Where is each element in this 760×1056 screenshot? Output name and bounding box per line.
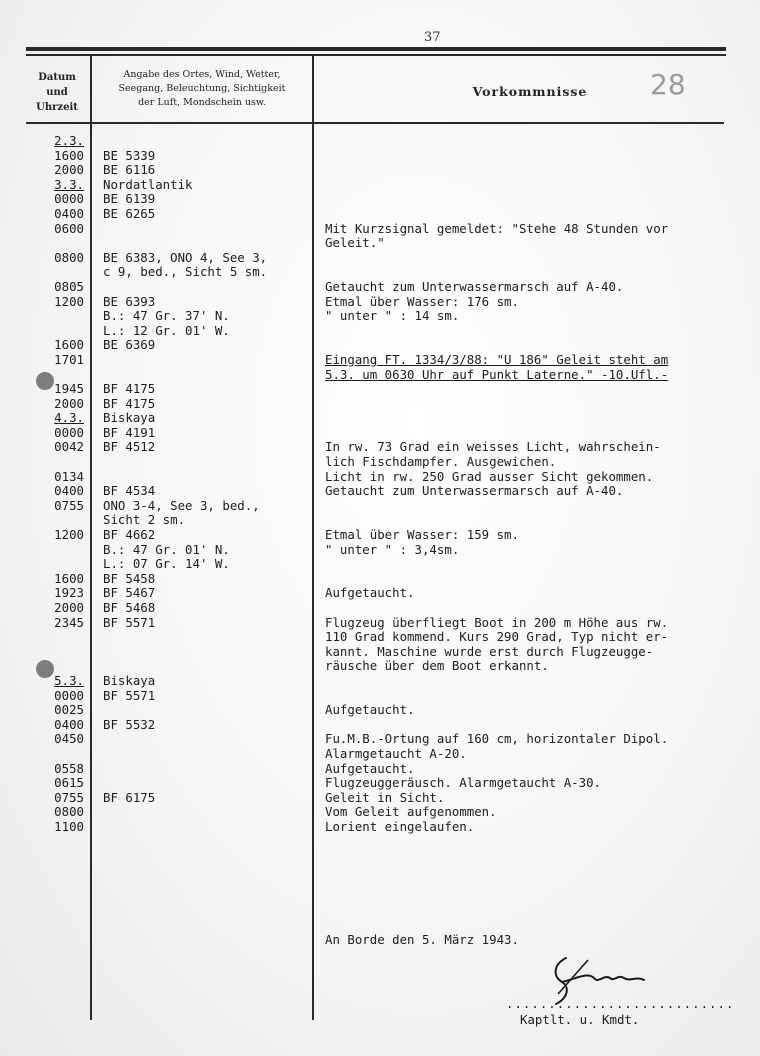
- log-row: [0, 295, 760, 339]
- entry-location: ONO 3-4, See 3, bed., Sicht 2 sm.: [103, 497, 260, 528]
- entry-location: BE 6369: [103, 337, 156, 353]
- entry-time: 1600: [54, 337, 84, 353]
- entry-time: 2000: [54, 600, 84, 616]
- entry-time: 0000: [54, 191, 84, 207]
- entry-event: Aufgetaucht.: [325, 760, 415, 776]
- header-location-line-3: der Luft, Mondschein usw.: [138, 97, 266, 108]
- log-row: [0, 572, 760, 587]
- entry-event: Fu.M.B.-Ortung auf 160 cm, horizontaler Dipol. Alarmgetaucht A-20.: [325, 731, 669, 761]
- log-row: [0, 426, 760, 441]
- header-location-line-1: Angabe des Ortes, Wind, Wetter,: [123, 69, 281, 80]
- entry-time: 4.3.: [54, 410, 84, 426]
- log-row: [0, 718, 760, 733]
- entry-event: Flugzeuggeräusch. Alarmgetaucht A-30.: [325, 775, 602, 791]
- entry-time: 2000: [54, 162, 84, 178]
- entry-location: BE 5339: [103, 147, 156, 163]
- entry-time: 0450: [54, 731, 84, 747]
- entry-time: 2345: [54, 614, 84, 630]
- log-row: [0, 207, 760, 222]
- closing-line: An Borde den 5. März 1943.: [325, 932, 519, 947]
- entry-time: 0615: [54, 775, 84, 791]
- log-row: [0, 280, 760, 295]
- log-row: [0, 732, 760, 761]
- entry-event: Eingang FT. 1334/3/88: "U 186" Geleit steht am 5.3. um 0630 Uhr auf Punkt Laterne." -10.Ufl.-: [325, 351, 669, 382]
- header-location-weather: [94, 68, 310, 110]
- entry-location: BF 4175: [103, 381, 156, 397]
- log-row: [0, 178, 760, 193]
- log-row: [0, 192, 760, 207]
- entry-time: 2.3.: [54, 133, 84, 148]
- log-row: [0, 222, 760, 251]
- log-row: [0, 776, 760, 791]
- entry-time: 0400: [54, 483, 84, 499]
- entry-location: BF 5571: [103, 687, 156, 703]
- header-date-time: [28, 70, 86, 115]
- entry-event: Licht in rw. 250 Grad ausser Sicht gekommen.: [325, 468, 654, 484]
- entry-time: 1100: [54, 818, 84, 834]
- entry-location: Nordatlantik: [103, 176, 193, 192]
- log-row: [0, 134, 760, 149]
- entry-time: 0600: [54, 220, 84, 236]
- entry-time: 0000: [54, 424, 84, 440]
- entry-time: 1600: [54, 570, 84, 586]
- entry-event: In rw. 73 Grad ein weisses Licht, wahrschein- lich Fischdampfer. Ausgewichen.: [325, 439, 661, 470]
- entry-event: Geleit in Sicht.: [325, 789, 445, 805]
- entry-time: 1701: [54, 351, 84, 367]
- entry-location: BF 4534: [103, 483, 156, 499]
- entry-time: 5.3.: [54, 673, 84, 689]
- top-double-rule: [26, 47, 726, 51]
- header-events: Vorkommnisse: [472, 84, 588, 99]
- log-row: [0, 411, 760, 426]
- entry-location: BF 5571: [103, 614, 156, 630]
- entry-time: 0134: [54, 468, 84, 484]
- entry-location: BF 4662 B.: 47 Gr. 01' N. L.: 07 Gr. 14' W.: [103, 527, 230, 572]
- entry-time: 0755: [54, 789, 84, 805]
- entry-location: BE 6116: [103, 162, 156, 178]
- entry-location: BF 6175: [103, 789, 156, 805]
- log-row: [0, 805, 760, 820]
- entry-time: 0000: [54, 687, 84, 703]
- entry-location: BF 4191: [103, 424, 156, 440]
- entry-location: BE 6383, ONO 4, See 3, c 9, bed., Sicht 5 sm.: [103, 249, 268, 280]
- entry-time: 1600: [54, 147, 84, 163]
- entry-location: BF 4512: [103, 439, 156, 455]
- log-row: [0, 470, 760, 485]
- header-date-line-1: Datum: [38, 72, 76, 83]
- header-date-line-3: Uhrzeit: [36, 102, 78, 113]
- log-row: [0, 586, 760, 601]
- log-row: [0, 762, 760, 777]
- entry-location: BF 5467: [103, 585, 156, 601]
- entry-location: BF 4175: [103, 395, 156, 411]
- log-row: [0, 499, 760, 528]
- entry-event: Aufgetaucht.: [325, 702, 415, 718]
- entry-time: 2000: [54, 395, 84, 411]
- log-row: [0, 484, 760, 499]
- entry-time: 0042: [54, 439, 84, 455]
- entry-time: 0400: [54, 205, 84, 221]
- entry-time: 0400: [54, 716, 84, 732]
- log-row: [0, 251, 760, 280]
- header-location-line-2: Seegang, Beleuchtung, Sichtigkeit: [118, 83, 286, 94]
- log-row: [0, 338, 760, 353]
- entry-event: Getaucht zum Unterwassermarsch auf A-40.: [325, 483, 624, 499]
- entry-location: BF 5458: [103, 570, 156, 586]
- entry-time: 0025: [54, 702, 84, 718]
- entry-event: Etmal über Wasser: 159 sm. " unter " : 3,4sm.: [325, 527, 519, 557]
- log-row: [0, 791, 760, 806]
- log-row: [0, 163, 760, 178]
- entry-time: 1200: [54, 527, 84, 543]
- entry-time: 1923: [54, 585, 84, 601]
- header-separator-rule: [26, 122, 724, 124]
- entry-time: 0800: [54, 804, 84, 820]
- entry-time: 3.3.: [54, 176, 84, 192]
- entry-event: Aufgetaucht.: [325, 585, 415, 601]
- entry-time: 0805: [54, 278, 84, 294]
- page-number: 37: [424, 30, 441, 45]
- entry-time: 0755: [54, 497, 84, 513]
- log-row: [0, 397, 760, 412]
- entry-time: 0800: [54, 249, 84, 265]
- entry-location: BF 5468: [103, 600, 156, 616]
- entry-location: BF 5532: [103, 716, 156, 732]
- entry-time: 1945: [54, 381, 84, 397]
- entry-event: Flugzeug überfliegt Boot in 200 m Höhe aus rw. 110 Grad kommend. Kurs 290 Grad, Typ nicht er- kannt. Maschine wurde erst durch Flugzeugge- räusche über dem Boot erkannt.: [325, 614, 669, 674]
- log-entries: [0, 134, 760, 835]
- log-row: [0, 440, 760, 469]
- signature-label: Kaptlt. u. Kmdt.: [520, 1012, 640, 1027]
- log-row: [0, 820, 760, 835]
- entry-location: Biskaya: [103, 673, 156, 689]
- entry-time: 1200: [54, 293, 84, 309]
- log-row: [0, 149, 760, 164]
- top-double-rule-thin: [26, 54, 726, 56]
- entry-event: Etmal über Wasser: 176 sm. " unter " : 14 sm.: [325, 293, 519, 324]
- entry-location: BE 6139: [103, 191, 156, 207]
- entry-event: Mit Kurzsignal gemeldet: "Stehe 48 Stunden vor Geleit.": [325, 220, 669, 251]
- entry-location: Biskaya: [103, 410, 156, 426]
- entry-event: Lorient eingelaufen.: [325, 818, 475, 834]
- log-row: [0, 382, 760, 397]
- entry-location: BE 6265: [103, 205, 156, 221]
- entry-event: Vom Geleit aufgenommen.: [325, 804, 497, 820]
- entry-time: 0558: [54, 760, 84, 776]
- pencil-page-number: 28: [650, 68, 686, 101]
- signature-dotted-line: ...........................: [506, 996, 735, 1011]
- log-row: [0, 674, 760, 689]
- entry-location: BE 6393 B.: 47 Gr. 37' N. L.: 12 Gr. 01' W.: [103, 293, 230, 338]
- log-row: [0, 689, 760, 704]
- header-date-line-2: und: [46, 87, 68, 98]
- log-row: [0, 601, 760, 616]
- log-row: [0, 616, 760, 674]
- log-row: [0, 703, 760, 718]
- log-row: [0, 353, 760, 382]
- log-row: [0, 528, 760, 572]
- entry-event: Getaucht zum Unterwassermarsch auf A-40.: [325, 278, 624, 294]
